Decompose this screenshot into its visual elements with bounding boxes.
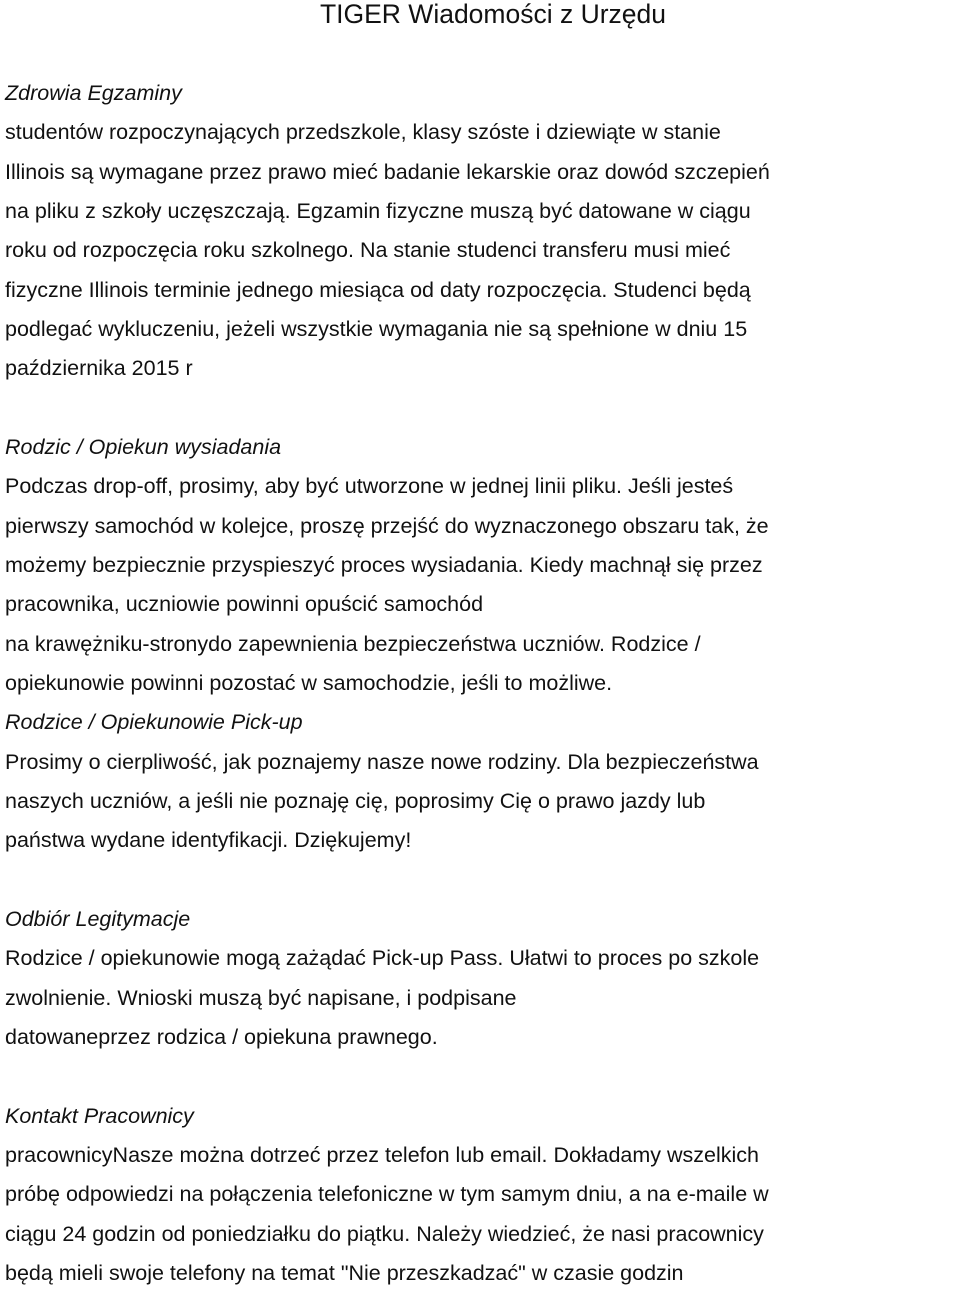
paragraph-line: Illinois są wymagane przez prawo mieć badanie lekarskie oraz dowód szczepień <box>5 160 770 184</box>
paragraph-line: pierwszy samochód w kolejce, proszę przejść do wyznaczonego obszaru tak, że <box>5 514 769 538</box>
section-heading-health-exams: Zdrowia Egzaminy <box>5 81 182 105</box>
paragraph-line: Podczas drop-off, prosimy, aby być utworzone w jednej linii pliku. Jeśli jesteś <box>5 474 734 498</box>
paragraph-line: próbę odpowiedzi na połączenia telefoniczne w tym samym dniu, a na e-maile w <box>5 1182 769 1206</box>
paragraph-line: pracownicyNasze można dotrzeć przez telefon lub email. Dokładamy wszelkich <box>5 1143 760 1167</box>
paragraph-line: zwolnienie. Wnioski muszą być napisane, i podpisane <box>5 986 517 1010</box>
section-heading-pickup: Rodzice / Opiekunowie Pick-up <box>5 710 303 734</box>
paragraph-line: Prosimy o cierpliwość, jak poznajemy nasze nowe rodziny. Dla bezpieczeństwa <box>5 750 759 774</box>
paragraph-line: będą mieli swoje telefony na temat "Nie przeszkadzać" w czasie godzin <box>5 1261 684 1285</box>
paragraph-line: datowaneprzez rodzica / opiekuna prawnego. <box>5 1025 438 1049</box>
paragraph-line: na pliku z szkoły uczęszczają. Egzamin fizyczne muszą być datowane w ciągu <box>5 199 751 223</box>
paragraph-line: roku od rozpoczęcia roku szkolnego. Na stanie studenci transferu musi mieć <box>5 238 731 262</box>
paragraph-line: na krawężniku-stronydo zapewnienia bezpieczeństwa uczniów. Rodzice / <box>5 632 701 656</box>
paragraph-line: pracownika, uczniowie powinni opuścić samochód <box>5 592 484 616</box>
section-heading-dropoff: Rodzic / Opiekun wysiadania <box>5 435 282 459</box>
paragraph-line: naszych uczniów, a jeśli nie poznaję cię, poprosimy Cię o prawo jazdy lub <box>5 789 706 813</box>
paragraph-line: fizyczne Illinois terminie jednego miesiąca od daty rozpoczęcia. Studenci będą <box>5 278 751 302</box>
paragraph-line: października 2015 r <box>5 356 193 380</box>
section-heading-contact-staff: Kontakt Pracownicy <box>5 1104 194 1128</box>
section-heading-pickup-pass: Odbiór Legitymacje <box>5 907 191 931</box>
paragraph-line: opiekunowie powinni pozostać w samochodzie, jeśli to możliwe. <box>5 671 613 695</box>
paragraph-line: podlegać wykluczeniu, jeżeli wszystkie wymagania nie są spełnione w dniu 15 <box>5 317 748 341</box>
paragraph-line: państwa wydane identyfikacji. Dziękujemy! <box>5 828 412 852</box>
paragraph-line: studentów rozpoczynających przedszkole, klasy szóste i dziewiąte w stanie <box>5 120 721 144</box>
paragraph-line: Rodzice / opiekunowie mogą zażądać Pick-up Pass. Ułatwi to proces po szkole <box>5 946 760 970</box>
paragraph-line: ciągu 24 godzin od poniedziałku do piątku. Należy wiedzieć, że nasi pracownicy <box>5 1222 764 1246</box>
page-title: TIGER Wiadomości z Urzędu <box>319 0 667 29</box>
paragraph-line: możemy bezpiecznie przyspieszyć proces wysiadania. Kiedy machnął się przez <box>5 553 763 577</box>
